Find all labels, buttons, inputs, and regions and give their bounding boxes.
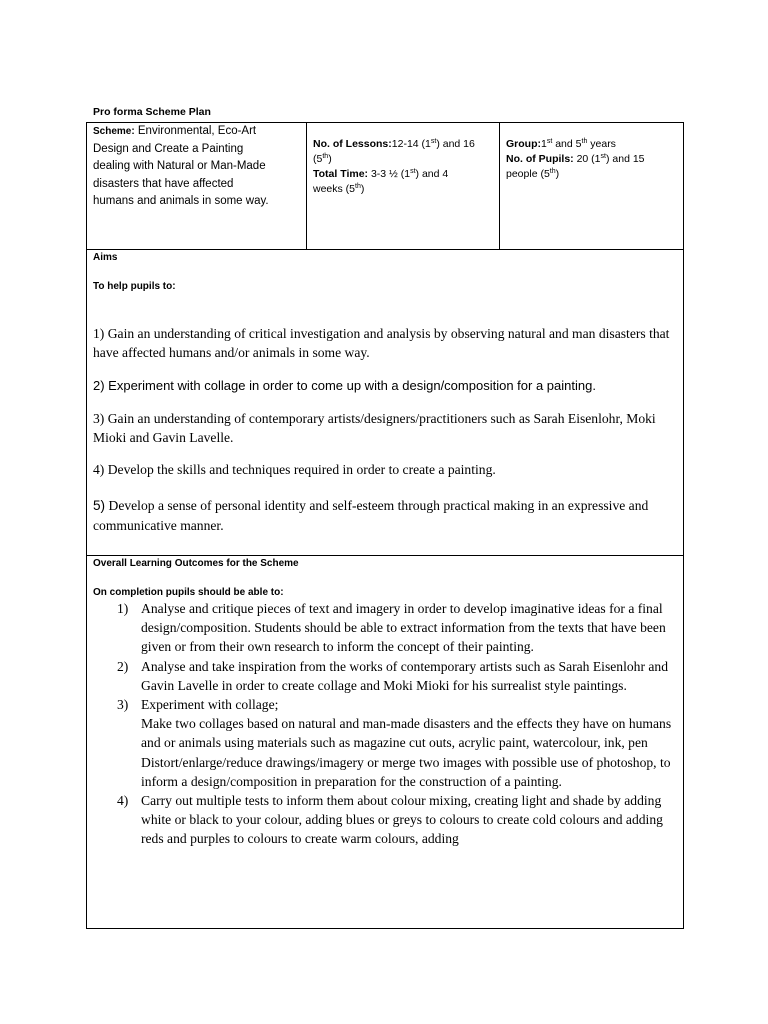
- aim-item: 4) Develop the skills and techniques required in order to create a painting.: [93, 462, 496, 477]
- ordinal-suffix: st: [410, 168, 416, 175]
- outcome-item: [93, 657, 678, 695]
- lessons-value: (5: [313, 153, 323, 165]
- outcome-item: [93, 695, 678, 714]
- outcome-number: 2): [117, 658, 129, 674]
- ordinal-suffix: st: [430, 138, 437, 145]
- group-label: Group:: [506, 138, 541, 150]
- pupils-value: ): [555, 168, 560, 180]
- outcome-text: Carry out multiple tests to inform them about colour mixing, creating light and shade by adding white or black to your colour, adding blues or greys to colours to create cold colours and adding reds and purples to colours to create warm colours, adding: [141, 793, 663, 847]
- aims-section: [86, 249, 684, 556]
- outcome-text: Analyse and take inspiration from the works of contemporary artists such as Sarah Eisenlohr and Gavin Lavelle in order to create collage and Moki Mioki for his surrealist style paintings.: [141, 658, 668, 693]
- group-cell: [506, 137, 682, 182]
- total-time-value: 3-3 ½ (1: [368, 168, 411, 180]
- total-time-value: ): [360, 183, 365, 195]
- ordinal-suffix: st: [546, 138, 553, 145]
- aim-item: 1) Gain an understanding of critical investigation and analysis by observing natural and man disasters that have affected humans and/or animals in some way.: [93, 326, 670, 360]
- group-value: 1: [541, 138, 547, 150]
- lessons-label: No. of Lessons:: [313, 138, 392, 150]
- column-divider: [306, 123, 307, 249]
- outcome-text: Distort/enlarge/reduce drawings/imagery or merge two images with possible use of photoshop, to inform a design/composition in preparation for the construction of a painting.: [141, 754, 671, 789]
- lessons-value: 12-14 (1: [391, 138, 431, 150]
- outcomes-intro: On completion pupils should be able to:: [93, 587, 284, 598]
- outcome-item: [93, 791, 678, 849]
- pupils-value: 20 (1: [573, 153, 601, 165]
- outcome-subitem: [93, 714, 678, 752]
- outcome-text: Experiment with collage;: [141, 697, 279, 713]
- scheme-title-line: Design and Create a Painting: [93, 142, 244, 155]
- pupils-label: No. of Pupils:: [506, 153, 574, 165]
- group-value: years: [587, 138, 616, 150]
- outcomes-heading: Overall Learning Outcomes for the Scheme: [93, 558, 299, 569]
- scheme-title-line: Environmental, Eco-Art: [137, 125, 257, 137]
- total-time-value: weeks (5: [313, 183, 356, 195]
- scheme-cell: [93, 123, 305, 211]
- outcome-item: [93, 599, 678, 657]
- column-divider: [499, 123, 500, 249]
- ordinal-suffix: st: [600, 153, 606, 160]
- ordinal-suffix: th: [322, 153, 329, 160]
- aims-heading: Aims: [93, 252, 118, 263]
- aim-text: Develop a sense of personal identity and self-esteem through practical making in an expressive and communicative manner.: [93, 498, 649, 533]
- aim-item: [93, 496, 678, 536]
- lessons-value: ): [328, 153, 332, 165]
- aim-number: 5): [93, 498, 106, 513]
- scheme-title-line: disasters that have affected: [93, 177, 234, 190]
- outcome-text: Analyse and critique pieces of text and imagery in order to develop imaginative ideas for a final design/composition. Students should be able to extract information from the texts that have been given or from their own research to inform the concept of their painting.: [141, 601, 666, 655]
- outcome-number: 1): [117, 601, 129, 616]
- scheme-title-line: dealing with Natural or Man-Made: [93, 160, 266, 172]
- lessons-cell: [313, 137, 498, 197]
- scheme-label: Scheme:: [93, 126, 135, 137]
- outcomes-section: [86, 555, 684, 929]
- ordinal-suffix: th: [549, 168, 556, 175]
- outcomes-list: [93, 599, 678, 849]
- pupils-value: people (5: [506, 168, 550, 180]
- total-time-label: Total Time:: [313, 168, 369, 180]
- document-title: Pro forma Scheme Plan: [93, 106, 211, 118]
- lessons-value: ) and 16: [436, 138, 475, 150]
- pupils-value: ) and 15: [605, 153, 645, 165]
- outcome-number: 4): [117, 793, 129, 809]
- group-value: and 5: [552, 138, 582, 150]
- outcome-text: Make two collages based on natural and man-made disasters and the effects they have on humans and or animals using materials such as magazine cut outs, acrylic paint, watercolour, ink, pen: [141, 716, 672, 751]
- scheme-title-line: humans and animals in some way.: [93, 195, 269, 207]
- total-time-value: ) and 4: [415, 168, 449, 180]
- aim-item: 2) Experiment with collage in order to come up with a design/composition for a painting.: [93, 378, 596, 393]
- scheme-header-row: [86, 122, 684, 250]
- aim-item: 3) Gain an understanding of contemporary artists/designers/practitioners such as Sarah Eisenlohr, Moki Mioki and Gavin Lavelle.: [93, 411, 656, 445]
- ordinal-suffix: th: [581, 138, 588, 145]
- aims-intro: To help pupils to:: [93, 281, 176, 292]
- outcome-subitem: [93, 753, 678, 791]
- outcome-number: 3): [117, 697, 129, 713]
- ordinal-suffix: th: [355, 183, 361, 190]
